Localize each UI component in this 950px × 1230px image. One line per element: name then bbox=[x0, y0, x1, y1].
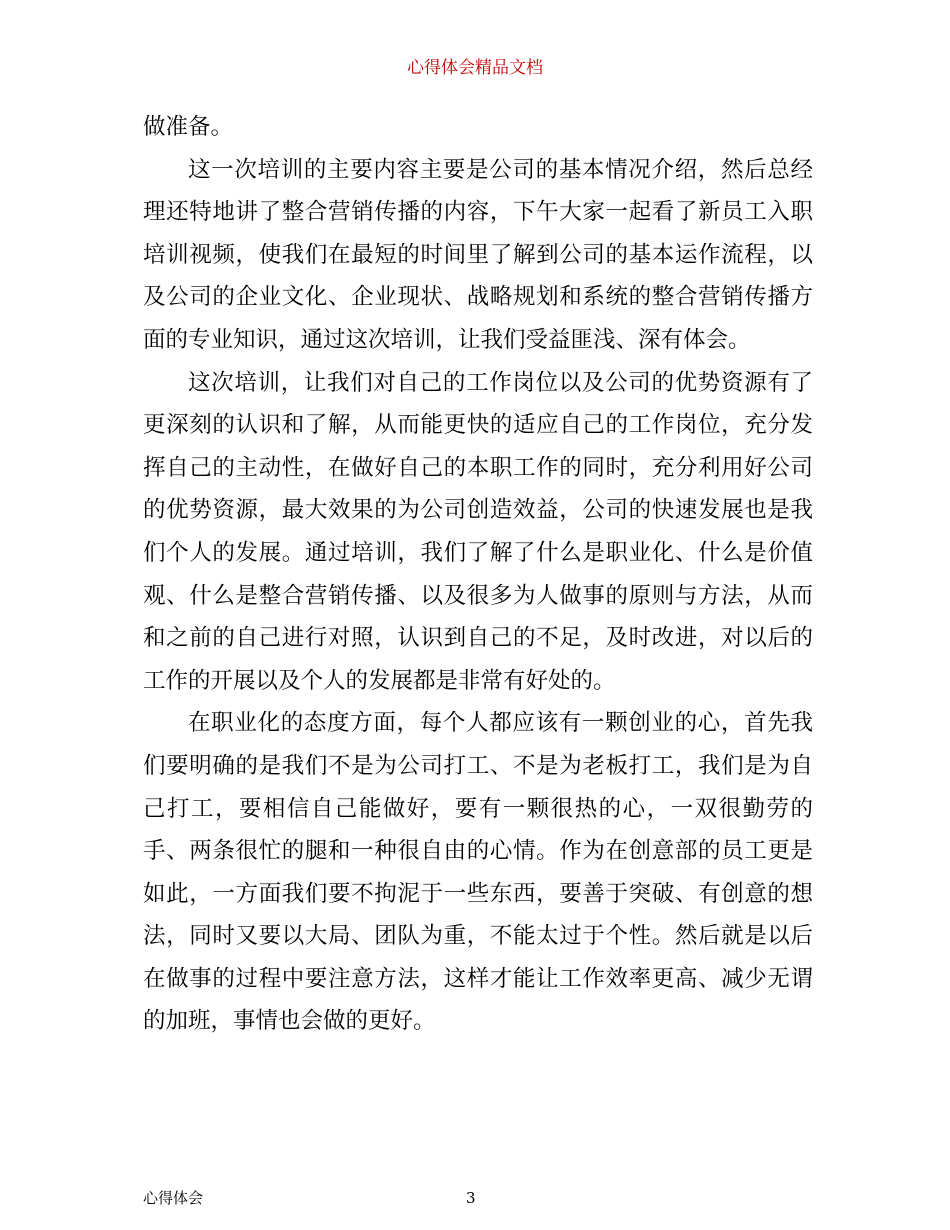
document-body bbox=[143, 106, 813, 1043]
paragraph-4: 在职业化的态度方面，每个人都应该有一颗创业的心，首先我们要明确的是我们不是为公司打工、不是为老板打工，我们是为自己打工，要相信自己能做好，要有一颗很热的心，一双很勤劳的手、两条很忙的腿和一种很自由的心情。作为在创意部的员工更是如此，一方面我们要不拘泥于一些东西，要善于突破、有创意的想法，同时又要以大局、团队为重，不能太过于个性。然后就是以后在做事的过程中要注意方法，这样才能让工作效率更高、减少无谓的加班，事情也会做的更好。 bbox=[143, 710, 813, 1035]
page-number: 3 bbox=[466, 1189, 476, 1207]
paragraph-3: 这次培训，让我们对自己的工作岗位以及公司的优势资源有了更深刻的认识和了解，从而能更快的适应自己的工作岗位，充分发挥自己的主动性，在做好自己的本职工作的同时，充分利用好公司的优势资源，最大效果的为公司创造效益，公司的快速发展也是我们个人的发展。通过培训，我们了解了什么是职业化、什么是价值观、什么是整合营销传播、以及很多为人做事的原则与方法，从而和之前的自己进行对照，认识到自己的不足，及时改进，对以后的工作的开展以及个人的发展都是非常有好处的。 bbox=[143, 369, 813, 694]
paragraph-2: 这一次培训的主要内容主要是公司的基本情况介绍，然后总经理还特地讲了整合营销传播的内容，下午大家一起看了新员工入职培训视频，使我们在最短的时间里了解到公司的基本运作流程，以及公司的企业文化、企业现状、战略规划和系统的整合营销传播方面的专业知识，通过这次培训，让我们受益匪浅、深有体会。 bbox=[143, 156, 813, 353]
footer-label: 心得体会 bbox=[143, 1189, 204, 1207]
paragraph-1: 做准备。 bbox=[143, 114, 234, 140]
page-header-title: 心得体会精品文档 bbox=[407, 58, 543, 78]
